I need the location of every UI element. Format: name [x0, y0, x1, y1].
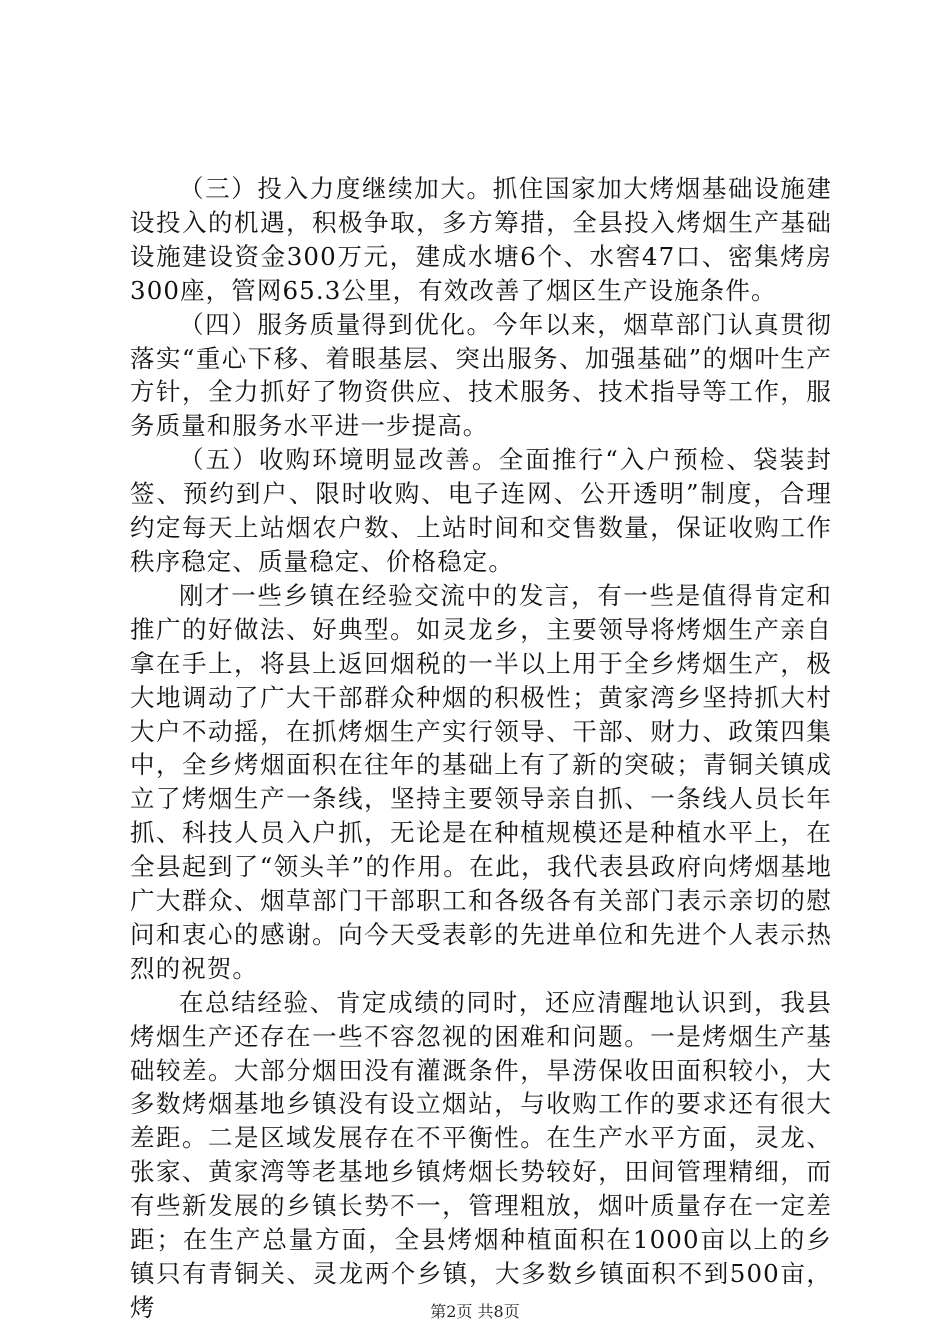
paragraph-township-experience: 刚才一些乡镇在经验交流中的发言，有一些是值得肯定和推广的好做法、好典型。如灵龙乡，主要领导将烤烟生产亲自拿在手上，将县上返回烟税的一半以上用于全乡烤烟生产，极大地调动了广大干部群众种烟的积极性；黄家湾乡坚持抓大村大户不动摇，在抓烤烟生产实行领导、干部、财力、政策四集中，全乡烤烟面积在往年的基础上有了新的突破；青铜关镇成立了烤烟生产一条线，坚持主要领导亲自抓、一条线人员长年抓、科技人员入户抓，无论是在种植规模还是种植水平上，在全县起到了“领头羊”的作用。在此，我代表县政府向烤烟基地广大群众、烟草部门干部职工和各级各有关部门表示亲切的慰问和衷心的感谢。向今天受表彰的先进单位和先进个人表示热烈的祝贺。 [130, 580, 832, 983]
paragraph-problems: 在总结经验、肯定成绩的同时，还应清醒地认识到，我县烤烟生产还存在一些不容忽视的困难和问题。一是烤烟生产基础较差。大部分烟田没有灌溉条件，旱涝保收田面积较小，大多数烤烟基地乡镇没有设立烟站，与收购工作的要求还有很大差距。二是区域发展存在不平衡性。在生产水平方面，灵龙、张家、黄家湾等老基地乡镇烤烟长势较好，田间管理精细，而有些新发展的乡镇长势不一，管理粗放，烟叶质量存在一定差距；在生产总量方面，全县烤烟种植面积在1000亩以上的乡镇只有青铜关、灵龙两个乡镇，大多数乡镇面积不到500亩，烤 [130, 987, 832, 1322]
paragraph-service-quality: （四）服务质量得到优化。今年以来，烟草部门认真贯彻落实“重心下移、着眼基层、突出服务、加强基础”的烟叶生产方针，全力抓好了物资供应、技术服务、技术指导等工作，服务质量和服务水平进一步提高。 [130, 309, 832, 441]
paragraph-purchase-environment: （五）收购环境明显改善。全面推行“入户预检、袋装封签、预约到户、限时收购、电子连网、公开透明”制度，合理约定每天上站烟农户数、上站时间和交售数量，保证收购工作秩序稳定、质量稳定、价格稳定。 [130, 445, 832, 576]
paragraph-investment: （三）投入力度继续加大。抓住国家加大烤烟基础设施建设投入的机遇，积极争取，多方筹措，全县投入烤烟生产基础设施建设资金300万元，建成水塘6个、水窖47口、密集烤房300座，管网65.3公里，有效改善了烟区生产设施条件。 [130, 174, 832, 305]
page-footer: 第2页 共8页 [430, 1302, 520, 1321]
document-body [130, 172, 832, 1325]
